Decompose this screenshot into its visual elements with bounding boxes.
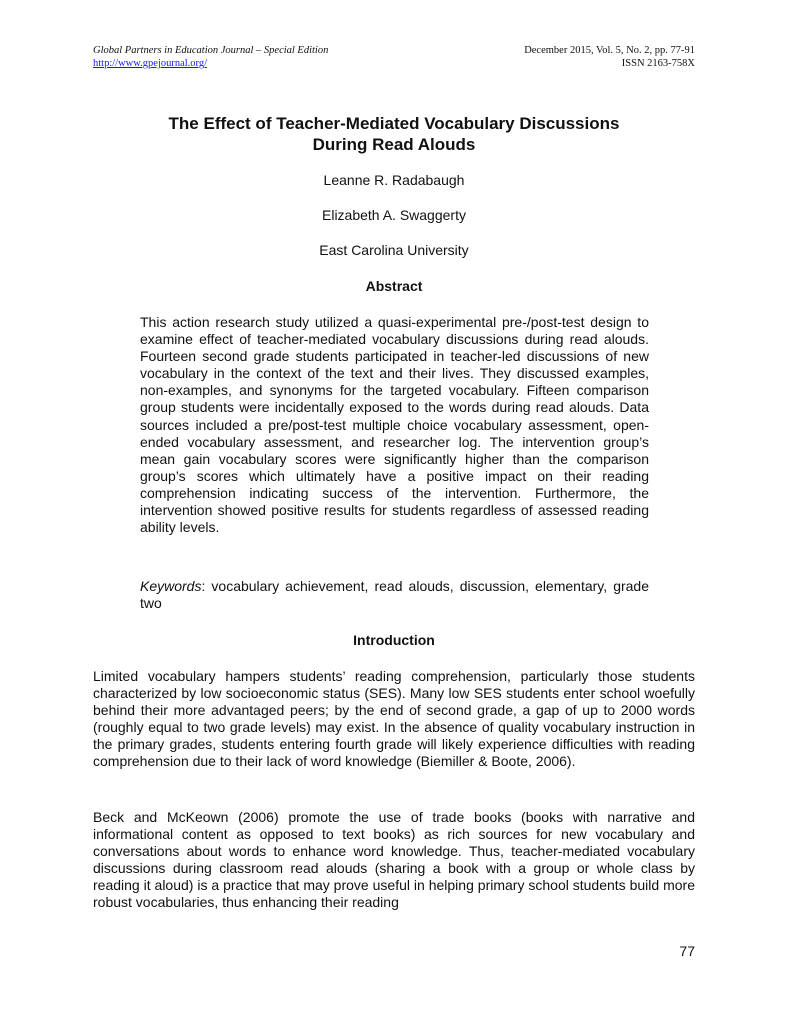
abstract-text: This action research study utilized a quasi-experimental pre-/post-test design to examine effect of teacher-mediated vocabulary discussions during read alouds. Fourteen second grade students participated in teacher-led discussions of new vocabulary in the context of the text and their lives. They discussed examples, non-examples, and synonyms for the targeted vocabulary. Fifteen comparison group students were incidentally exposed to the words during read alouds. Data sources included a pre/post-test multiple choice vocabulary assessment, open-ended vocabulary assessment, and researcher log. The intervention group’s mean gain vocabulary scores were significantly higher than the comparison group’s scores which ultimately have a positive impact on their reading comprehension indicating success of the intervention. Furthermore, the intervention showed positive results for students regardless of assessed reading ability levels.	[140, 314, 649, 536]
author-2: Elizabeth A. Swaggerty	[322, 207, 466, 223]
page-number: 77	[679, 943, 695, 959]
running-header-right	[524, 44, 695, 70]
paper-title-line2: During Read Alouds	[312, 135, 476, 154]
running-header-left	[93, 44, 328, 70]
introduction-paragraph-1: Limited vocabulary hampers students’ reading comprehension, particularly those students characterized by low socioeconomic status (SES). Many low SES students enter school woefully behind their more advantaged peers; by the end of second grade, a gap of up to 2000 words (roughly equal to two grade levels) may exist. In the absence of quality vocabulary instruction in the primary grades, students entering fourth grade will likely experience difficulties with reading comprehension due to their lack of word knowledge (Biemiller & Boote, 2006).	[93, 668, 695, 770]
keywords-label: Keywords	[140, 578, 202, 594]
author-1: Leanne R. Radabaugh	[323, 172, 465, 188]
issn: ISSN 2163-758X	[621, 58, 695, 69]
journal-name: Global Partners in Education Journal – Special Edition	[93, 45, 329, 56]
paper-title-line1: The Effect of Teacher-Mediated Vocabulary Discussions	[168, 114, 620, 133]
paper-title	[93, 113, 695, 155]
keywords-list: : vocabulary achievement, read alouds, discussion, elementary, grade two	[140, 578, 649, 612]
introduction-heading: Introduction	[353, 632, 435, 648]
introduction-paragraph-2: Beck and McKeown (2006) promote the use of trade books (books with narrative and informational content as opposed to text books) as rich sources for new vocabulary and conversations about words to enhance word knowledge. Thus, teacher-mediated vocabulary discussions during classroom read alouds (sharing a book with a group or whole class by reading it aloud) is a practice that may prove useful in helping primary school students build more robust vocabularies, thus enhancing their reading	[93, 809, 695, 911]
journal-url-link[interactable]: http://www.gpejournal.org/	[93, 58, 208, 69]
issue-info: December 2015, Vol. 5, No. 2, pp. 77-91	[524, 45, 695, 56]
abstract-heading: Abstract	[365, 278, 423, 294]
affiliation: East Carolina University	[319, 242, 469, 258]
keywords	[140, 578, 649, 612]
